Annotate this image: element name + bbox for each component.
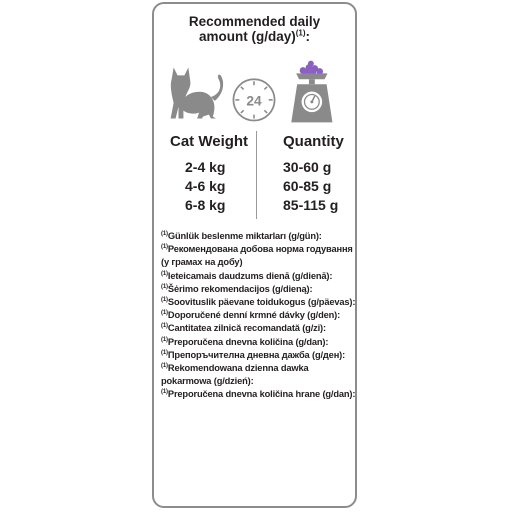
footnote-lt <box>161 283 355 296</box>
footnote-marker: (1) <box>161 244 168 251</box>
footnote-et <box>161 296 355 309</box>
title-line-2: amount $(g/day)^{(1)}$: <box>198 28 311 44</box>
weight-cell: 2-4 kg <box>185 159 226 175</box>
24-hour-clock-icon <box>233 79 274 120</box>
footnote-marker: (1) <box>161 230 168 237</box>
footnote-ro <box>161 322 355 335</box>
footnote-text: Cantitatea zilnică recomandată (g/zi): <box>167 323 326 334</box>
title-line-1: Recommended daily <box>188 14 321 29</box>
footnote-text: Soovituslik päevane toidukogus (g/päevas): <box>167 297 356 308</box>
footnote-marker: (1) <box>161 283 168 290</box>
footnote-marker: (1) <box>161 296 168 303</box>
footnote-marker: (1) <box>161 349 168 356</box>
column-divider <box>256 131 257 219</box>
footnote-text: Rekomendowana dzienna dawka <box>167 363 309 374</box>
footnote-text: Günlük beslenme miktarları (g/gün): <box>167 231 322 241</box>
quantity-header: Quantity <box>283 133 344 150</box>
quantity-cell: 85-115 g <box>283 197 339 213</box>
footnote-uk <box>161 243 355 256</box>
footnote-marker: (1) <box>161 270 168 277</box>
footnote-text: Препоръчителна дневна дажба (g/ден): <box>167 349 346 360</box>
footnote-tr <box>161 230 355 243</box>
clock-badge-label: 24 <box>246 93 262 109</box>
footnote-text: Preporučena dnevna količina (g/dan): <box>167 336 329 347</box>
quantity-cell: 60-85 g <box>283 178 332 194</box>
footnote-pl <box>161 362 355 375</box>
footnote-pl-cont <box>161 375 355 388</box>
kitchen-scale-icon <box>291 61 332 123</box>
footnote-uk-cont <box>161 256 355 269</box>
title-text: amount (g/day) <box>198 29 296 44</box>
weight-cell: 6-8 kg <box>185 197 226 213</box>
feeding-guide-panel <box>152 2 357 508</box>
footnote-text: (у грамах на добу) <box>161 257 243 268</box>
footnote-text: Šėrimo rekomendacijos (g/dieną): <box>167 283 313 294</box>
icons-row <box>154 59 355 129</box>
weight-header: Cat Weight <box>170 133 249 150</box>
footnote-cs <box>161 309 355 322</box>
quantity-cell: 30-60 g <box>283 159 332 175</box>
footnote-marker: (1) <box>161 336 168 343</box>
footnote-marker: (1) <box>161 323 168 330</box>
footnote-bg <box>161 349 355 362</box>
title-footnote-marker: (1) <box>295 28 306 38</box>
footnote-text: Preporučena dnevna količina hrane (g/dan): <box>167 389 356 400</box>
footnote-lv <box>161 270 355 283</box>
footnote-marker: (1) <box>161 362 168 369</box>
footnote-marker: (1) <box>161 389 168 396</box>
weight-cell: 4-6 kg <box>185 178 226 194</box>
cat-icon <box>171 68 223 119</box>
footnotes <box>161 230 355 402</box>
footnote-text: Ieteicamais daudzums dienā (g/dienā): <box>167 270 333 281</box>
footnote-text: Рекомендована добова норма годування <box>167 244 353 255</box>
footnote-text: Doporučené denní krmné dávky (g/den): <box>167 310 341 321</box>
footnote-text: pokarmowa (g/dzień): <box>161 376 254 387</box>
footnote-hr <box>161 336 355 349</box>
footnote-marker: (1) <box>161 310 168 317</box>
footnote-sr <box>161 388 355 401</box>
